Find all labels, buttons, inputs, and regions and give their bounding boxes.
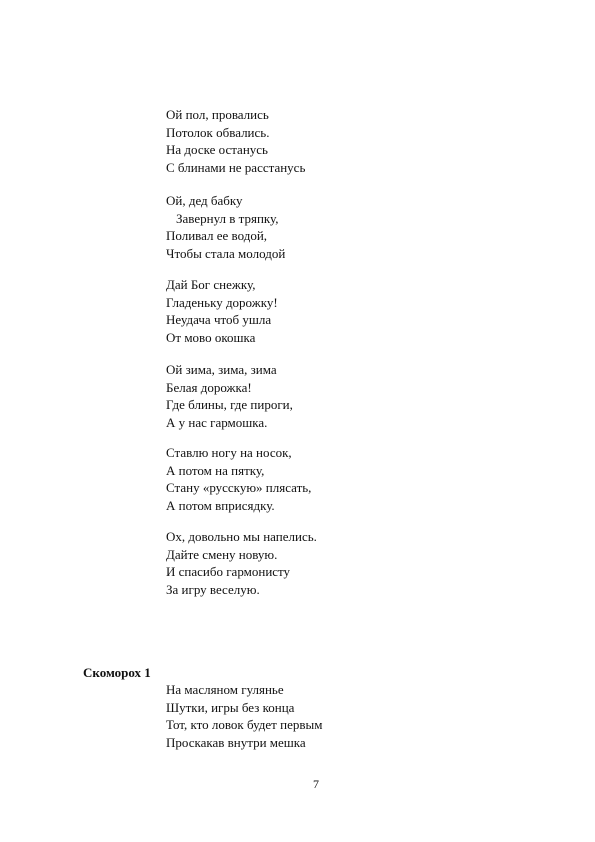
speaker-lines	[166, 681, 322, 751]
stanza-line: С блинами не расстанусь	[166, 159, 306, 175]
stanza-5	[166, 444, 311, 514]
speaker-line: Шутки, игры без конца	[166, 699, 295, 715]
stanza-4	[166, 361, 293, 431]
stanza-line: На доске останусь	[166, 142, 268, 157]
stanza-line: Стану «русскую» плясать,	[166, 480, 312, 495]
stanza-line: А потом на пятку,	[166, 462, 265, 478]
stanza-line: За игру веселую.	[166, 581, 260, 597]
stanza-line: Потолок обвались.	[166, 124, 270, 140]
stanza-3	[166, 276, 278, 346]
stanza-line: Белая дорожка!	[166, 379, 252, 395]
stanza-line: А потом вприсядку.	[166, 497, 275, 513]
stanza-line: И спасибо гармонисту	[166, 564, 291, 579]
stanza-line: Ставлю ногу на носок,	[166, 445, 292, 460]
speaker-name: Скоморох 1	[83, 665, 151, 680]
stanza-line: Неудача чтоб ушла	[166, 312, 272, 327]
stanza-line: Ой пол, провались	[166, 107, 269, 122]
stanza-line: А у нас гармошка.	[166, 414, 268, 430]
stanza-line: Дай Бог снежку,	[166, 277, 256, 292]
stanza-line: Ох, довольно мы напелись.	[166, 529, 317, 544]
stanza-1	[166, 106, 305, 176]
stanza-line: Дайте смену новую.	[166, 546, 278, 562]
stanza-line: Завернул в тряпку,	[176, 210, 279, 226]
stanza-line: Где блины, где пироги,	[166, 397, 293, 412]
stanza-line: Гладеньку дорожку!	[166, 294, 278, 310]
speaker-line: Тот, кто ловок будет первым	[166, 717, 323, 732]
speaker-line: Проскакав внутри мешка	[166, 734, 306, 750]
stanza-line: Ой зима, зима, зима	[166, 362, 277, 377]
stanza-line: Чтобы стала молодой	[166, 245, 286, 261]
stanza-line: Поливал ее водой,	[166, 228, 268, 243]
stanza-6	[166, 528, 317, 598]
stanza-line: От мово окошка	[166, 329, 256, 345]
speaker-line: На масляном гулянье	[166, 682, 284, 697]
page-number: 7	[313, 777, 319, 791]
stanza-line: Ой, дед бабку	[166, 193, 243, 208]
stanza-2	[166, 192, 285, 262]
